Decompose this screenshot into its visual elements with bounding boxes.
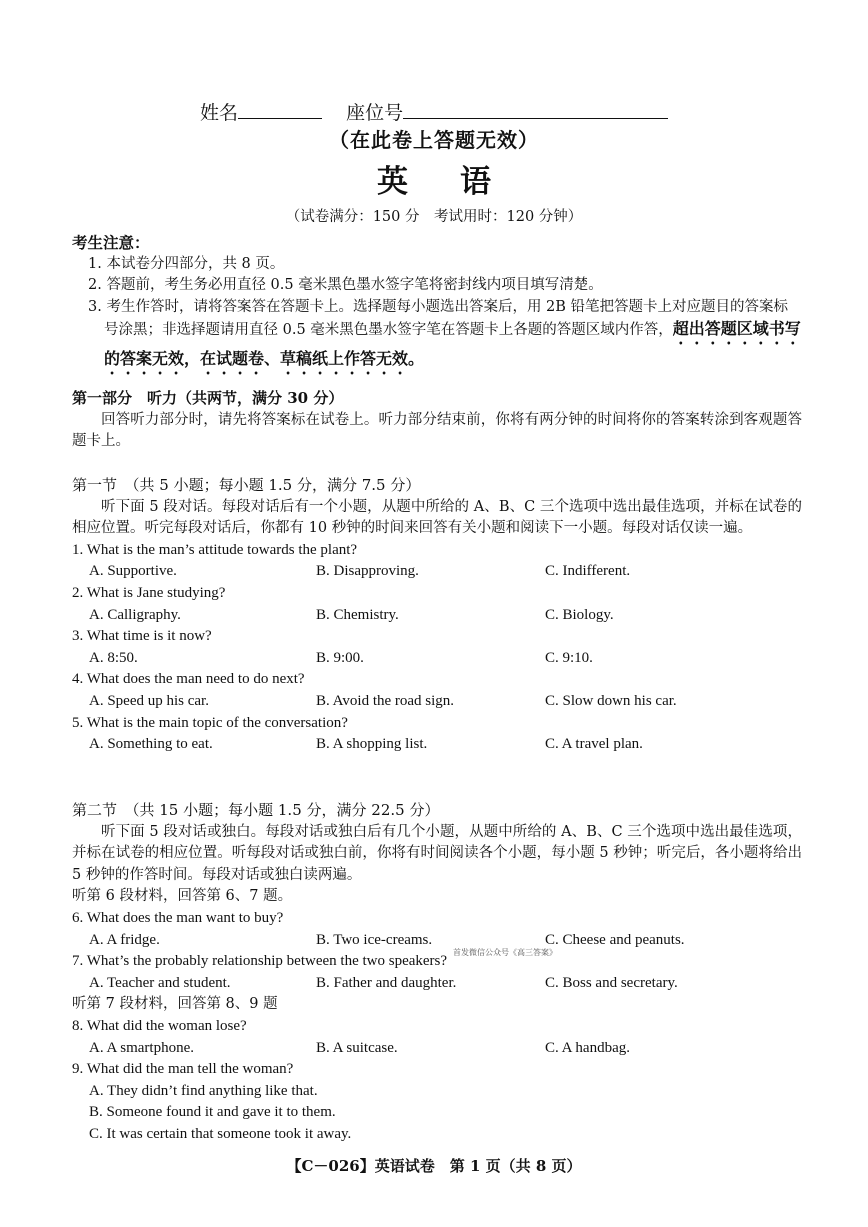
question-options bbox=[72, 648, 802, 670]
question-options bbox=[72, 973, 802, 995]
material-note: 听第 6 段材料，回答第 6、7 题。 bbox=[72, 888, 293, 905]
option-a: A. Speed up his car. bbox=[89, 692, 209, 709]
seat-blank bbox=[403, 98, 668, 119]
question-options bbox=[72, 930, 802, 952]
option-a: A. Something to eat. bbox=[89, 736, 213, 753]
option-a: A. Teacher and student. bbox=[89, 974, 231, 991]
section2 bbox=[72, 800, 802, 1146]
option-a: A. A fridge. bbox=[89, 931, 160, 948]
question-options bbox=[72, 561, 802, 583]
watermark: 首发微信公众号《高三答案》 bbox=[453, 948, 557, 957]
question-stem: 4. What does the man need to do next? bbox=[72, 671, 305, 688]
section1-intro: 听下面 5 段对话。每段对话后有一个小题，从题中所给的 A、B、C 三个选项中选出最佳选项，并标在试卷的相应位置。听完每段对话后，你都有 10 秒钟的时间来回答有关小题和阅读下一小题。每段对话仅读一遍。 bbox=[72, 498, 802, 537]
option-a: A. Supportive. bbox=[89, 563, 177, 580]
question-options bbox=[72, 1038, 802, 1060]
option-b: B. Disapproving. bbox=[316, 563, 419, 580]
option-b: B. Two ice-creams. bbox=[316, 931, 433, 948]
option-a: A. 8:50. bbox=[89, 649, 138, 666]
question-options bbox=[72, 605, 802, 627]
candidate-info-line bbox=[200, 98, 668, 126]
notice-item: 1. 本试卷分四部分，共 8 页。 bbox=[88, 255, 285, 272]
notice-item-text: 3. 考生作答时，请将答案答在答题卡上。选择题每小题选出答案后，用 2B 铅笔把答题卡上对应题目的答案标号涂黑；非选择题请用直径 0.5 毫米黑色墨水签字笔在答题卡上各题的答题区域内作答， bbox=[88, 298, 789, 339]
option-c: C. Indifferent. bbox=[545, 563, 631, 580]
option-a: A. They didn’t find anything like that. bbox=[89, 1082, 318, 1099]
question-options bbox=[72, 691, 802, 713]
option-c: C. A travel plan. bbox=[545, 736, 643, 753]
material-note: 听第 7 段材料，回答第 8、9 题 bbox=[72, 996, 278, 1013]
part1-intro: 回答听力部分时，请先将答案标在试卷上。听力部分结束前，你将有两分钟的时间将你的答案转涂到客观题答题卡上。 bbox=[72, 411, 802, 450]
name-blank bbox=[238, 98, 322, 119]
option-c: C. 9:10. bbox=[545, 649, 593, 666]
notice-title: 考生注意： bbox=[72, 233, 150, 252]
question-stem: 9. What did the man tell the woman? bbox=[72, 1061, 294, 1078]
section2-title: 第二节 （共 15 小题；每小题 1.5 分，满分 22.5 分） bbox=[72, 801, 440, 819]
question-stem: 5. What is the main topic of the conversation? bbox=[72, 714, 348, 731]
question-stem: 8. What did the woman lose? bbox=[72, 1017, 247, 1034]
option-a: A. Calligraphy. bbox=[89, 606, 181, 623]
option-c: C. A handbag. bbox=[545, 1039, 630, 1056]
option-c: C. Biology. bbox=[545, 606, 614, 623]
option-b: B. A suitcase. bbox=[316, 1039, 398, 1056]
question-stem: 3. What time is it now? bbox=[72, 628, 212, 645]
option-b: B. Chemistry. bbox=[316, 606, 399, 623]
part1-title: 第一部分 听力（共两节，满分 30 分） bbox=[72, 389, 344, 407]
question-stem: 7. What’s the probably relationship between the two speakers? bbox=[72, 953, 448, 970]
option-c: C. It was certain that someone took it away. bbox=[89, 1125, 352, 1142]
seat-label: 座位号 bbox=[346, 102, 404, 124]
notice-item bbox=[72, 297, 802, 379]
page-footer: 【C－026】英语试卷 第 1 页（共 8 页） bbox=[286, 1157, 582, 1175]
section1-title: 第一节 （共 5 小题；每小题 1.5 分，满分 7.5 分） bbox=[72, 476, 421, 494]
option-b: B. Father and daughter. bbox=[316, 974, 457, 991]
option-b: B. A shopping list. bbox=[316, 736, 428, 753]
section2-intro: 听下面 5 段对话或独白。每段对话或独白后有几个小题，从题中所给的 A、B、C 三个选项中选出最佳选项，并标在试卷的相应位置。听每段对话或独白前，你将有时间阅读各个小题，每小题 5 秒钟；听完后，各小题将给出 5 秒钟的作答时间。每段对话或独白读两遍。 bbox=[72, 823, 802, 883]
question-options bbox=[72, 734, 802, 756]
notice-item: 2. 答题前，考生务必用直径 0.5 毫米黑色墨水签字笔将密封线内项目填写清楚。 bbox=[88, 277, 603, 294]
question-stem: 6. What does the man want to buy? bbox=[72, 909, 284, 926]
name-label: 姓名 bbox=[200, 102, 239, 124]
notice-emphasis: 超出答题区域书写的答案无效，在试题卷、草稿纸上作答无效。 bbox=[104, 319, 801, 369]
notice-section bbox=[72, 232, 802, 378]
question-stem: 1. What is the man’s attitude towards the plant? bbox=[72, 541, 358, 558]
option-a: A. A smartphone. bbox=[89, 1039, 194, 1056]
exam-info: （试卷满分：150 分 考试用时：120 分钟） bbox=[285, 209, 583, 225]
option-b: B. Avoid the road sign. bbox=[316, 692, 455, 709]
option-c: C. Boss and secretary. bbox=[545, 974, 678, 991]
question-stem: 2. What is Jane studying? bbox=[72, 584, 226, 601]
option-b: B. 9:00. bbox=[316, 649, 364, 666]
option-c: C. Cheese and peanuts. bbox=[545, 931, 685, 948]
invalid-note: （在此卷上答题无效） bbox=[329, 128, 539, 152]
part1 bbox=[72, 388, 802, 453]
option-c: C. Slow down his car. bbox=[545, 692, 677, 709]
subject-title: 英语 bbox=[377, 164, 543, 200]
option-b: B. Someone found it and gave it to them. bbox=[89, 1104, 336, 1121]
section1 bbox=[72, 475, 802, 756]
